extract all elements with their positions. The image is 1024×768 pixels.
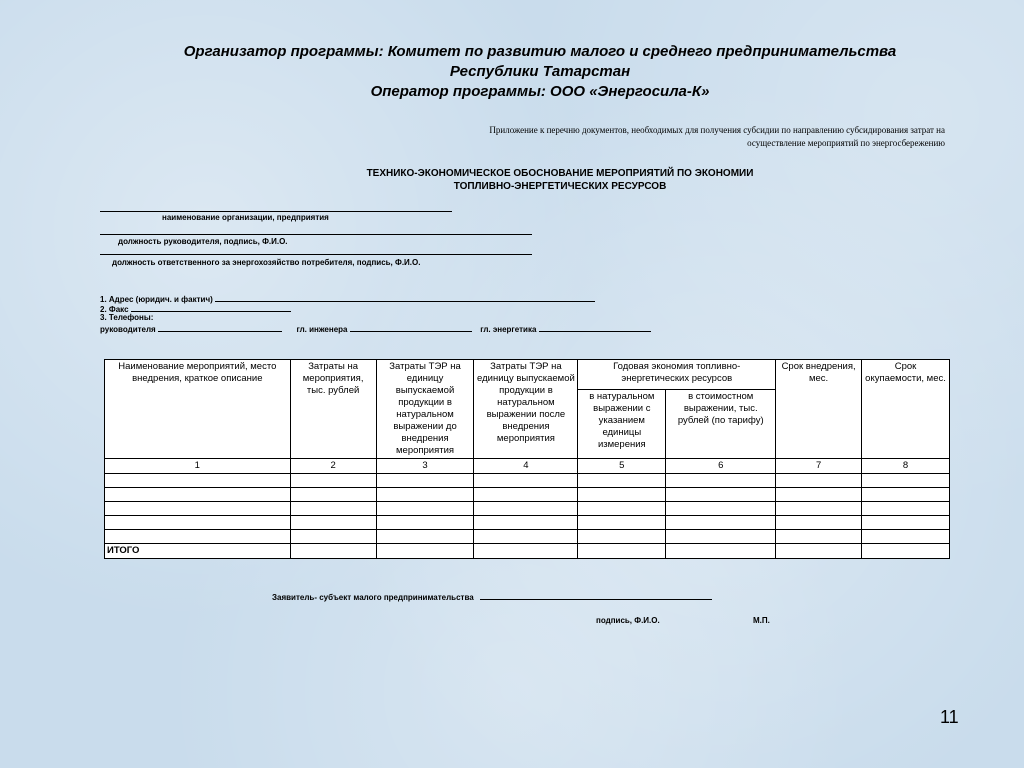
applicant-row bbox=[272, 590, 712, 602]
document-title-line-2: ТОПЛИВНО-ЭНЕРГЕТИЧЕСКИХ РЕСУРСОВ bbox=[453, 181, 667, 192]
column-number: 3 bbox=[376, 459, 474, 474]
phone-engineer-label: гл. инженера bbox=[296, 325, 348, 334]
table-row bbox=[105, 516, 950, 530]
table-cell[interactable] bbox=[376, 488, 474, 502]
table-cell[interactable] bbox=[474, 502, 578, 516]
table-cell[interactable] bbox=[290, 502, 376, 516]
table-cell[interactable] bbox=[578, 516, 666, 530]
col-header-annual-savings: Годовая экономия топливно-энергетических ресурсов bbox=[578, 360, 776, 390]
appendix-line-2: осуществление мероприятий по энергосбережению bbox=[747, 138, 945, 148]
column-numbers-row bbox=[105, 459, 950, 474]
energy-responsible-caption: должность ответственного за энергохозяйство потребителя, подпись, Ф.И.О. bbox=[112, 258, 421, 267]
header-organizer: Организатор программы: Комитет по развитию малого и среднего предпринимательства bbox=[183, 43, 897, 60]
table-cell[interactable] bbox=[776, 474, 862, 488]
table-cell[interactable] bbox=[474, 544, 578, 559]
table-cell[interactable] bbox=[862, 474, 950, 488]
document-title bbox=[280, 167, 840, 193]
program-header bbox=[100, 42, 980, 102]
col-header-measures: Наименование мероприятий, место внедрения, краткое описание bbox=[105, 360, 291, 459]
table-cell[interactable] bbox=[105, 502, 291, 516]
table-cell[interactable] bbox=[105, 488, 291, 502]
col-header-costs: Затраты на мероприятия, тыс. рублей bbox=[290, 360, 376, 459]
column-number: 7 bbox=[776, 459, 862, 474]
appendix-line-1: Приложение к перечню документов, необходимых для получения субсидии по направлению субсидирования затрат на bbox=[489, 125, 945, 135]
table-row bbox=[105, 488, 950, 502]
table-cell[interactable] bbox=[578, 474, 666, 488]
col-header-savings-natural: в натуральном выражении с указанием единицы измерения bbox=[578, 389, 666, 458]
table-cell[interactable] bbox=[578, 502, 666, 516]
table-row bbox=[105, 530, 950, 544]
table-cell[interactable] bbox=[376, 530, 474, 544]
table-cell[interactable] bbox=[666, 544, 776, 559]
column-number: 5 bbox=[578, 459, 666, 474]
column-number: 6 bbox=[666, 459, 776, 474]
table-cell[interactable] bbox=[474, 530, 578, 544]
table-cell[interactable] bbox=[776, 544, 862, 559]
column-number: 4 bbox=[474, 459, 578, 474]
table-cell[interactable] bbox=[666, 530, 776, 544]
table-cell[interactable] bbox=[862, 488, 950, 502]
phone-energetic-field[interactable] bbox=[539, 322, 651, 332]
applicant-signature-field[interactable] bbox=[480, 590, 712, 600]
fax-field[interactable] bbox=[131, 302, 291, 312]
table-cell[interactable] bbox=[862, 544, 950, 559]
header-operator: Оператор программы: ООО «Энергосила-К» bbox=[370, 83, 710, 100]
phone-energetic-label: гл. энергетика bbox=[480, 325, 537, 334]
phones-row bbox=[100, 322, 651, 335]
page-number: 11 bbox=[940, 707, 959, 727]
table-row bbox=[105, 474, 950, 488]
table-cell[interactable] bbox=[666, 488, 776, 502]
table-cell[interactable] bbox=[290, 516, 376, 530]
table-cell[interactable] bbox=[376, 474, 474, 488]
total-row bbox=[105, 544, 950, 559]
table-cell[interactable] bbox=[105, 530, 291, 544]
col-header-savings-cost: в стоимостном выражении, тыс. рублей (по тарифу) bbox=[666, 389, 776, 458]
table-cell[interactable] bbox=[474, 488, 578, 502]
column-number: 8 bbox=[862, 459, 950, 474]
col-header-payback-term: Срок окупаемости, мес. bbox=[862, 360, 950, 459]
table-cell[interactable] bbox=[376, 502, 474, 516]
table-cell[interactable] bbox=[776, 502, 862, 516]
table-row bbox=[105, 502, 950, 516]
head-signature-line[interactable] bbox=[100, 234, 532, 235]
applicant-label: Заявитель- субъект малого предпринимательства bbox=[272, 593, 474, 602]
column-number: 1 bbox=[105, 459, 291, 474]
phone-head-field[interactable] bbox=[158, 322, 282, 332]
phone-head-label: руководителя bbox=[100, 325, 156, 334]
table-cell[interactable] bbox=[105, 516, 291, 530]
phone-engineer-field[interactable] bbox=[350, 322, 472, 332]
table-cell[interactable] bbox=[776, 516, 862, 530]
table-cell[interactable] bbox=[290, 530, 376, 544]
appendix-note bbox=[380, 124, 945, 150]
table-cell[interactable] bbox=[474, 516, 578, 530]
table-cell[interactable] bbox=[290, 544, 376, 559]
table-cell[interactable] bbox=[666, 474, 776, 488]
fax-label: 2. Факс bbox=[100, 305, 129, 314]
phones-label: 3. Телефоны: bbox=[100, 313, 154, 322]
table-cell[interactable] bbox=[578, 488, 666, 502]
table-cell[interactable] bbox=[290, 474, 376, 488]
table-cell[interactable] bbox=[862, 502, 950, 516]
address-field[interactable] bbox=[215, 292, 595, 302]
address-label: 1. Адрес (юридич. и фактич) bbox=[100, 295, 213, 304]
table-cell[interactable] bbox=[578, 544, 666, 559]
col-header-ter-after: Затраты ТЭР на единицу выпускаемой продукции в натуральном выражении после внедрения мероприятия bbox=[474, 360, 578, 459]
measures-table bbox=[104, 359, 950, 559]
table-cell[interactable] bbox=[376, 544, 474, 559]
energy-responsible-line[interactable] bbox=[100, 254, 532, 255]
table-cell[interactable] bbox=[776, 530, 862, 544]
header-republic: Республики Татарстан bbox=[449, 63, 631, 80]
table-cell[interactable] bbox=[776, 488, 862, 502]
table-cell[interactable] bbox=[105, 474, 291, 488]
table-cell[interactable] bbox=[666, 516, 776, 530]
signature-caption: подпись, Ф.И.О. bbox=[596, 616, 660, 625]
table-cell[interactable] bbox=[578, 530, 666, 544]
table-cell[interactable] bbox=[376, 516, 474, 530]
col-header-ter-before: Затраты ТЭР на единицу выпускаемой продукции в натуральном выражении до внедрения мероприятия bbox=[376, 360, 474, 459]
head-signature-caption: должность руководителя, подпись, Ф.И.О. bbox=[118, 237, 288, 246]
table-cell[interactable] bbox=[666, 502, 776, 516]
table-cell[interactable] bbox=[862, 516, 950, 530]
stamp-caption: М.П. bbox=[753, 616, 770, 625]
column-number: 2 bbox=[290, 459, 376, 474]
document-title-line-1: ТЕХНИКО-ЭКОНОМИЧЕСКОЕ ОБОСНОВАНИЕ МЕРОПРИЯТИЙ ПО ЭКОНОМИИ bbox=[366, 168, 754, 179]
table-cell[interactable] bbox=[862, 530, 950, 544]
org-name-caption: наименование организации, предприятия bbox=[162, 213, 329, 222]
table-cell[interactable] bbox=[474, 474, 578, 488]
col-header-implementation-term: Срок внедрения, мес. bbox=[776, 360, 862, 459]
total-label: ИТОГО bbox=[105, 544, 291, 559]
table-cell[interactable] bbox=[290, 488, 376, 502]
